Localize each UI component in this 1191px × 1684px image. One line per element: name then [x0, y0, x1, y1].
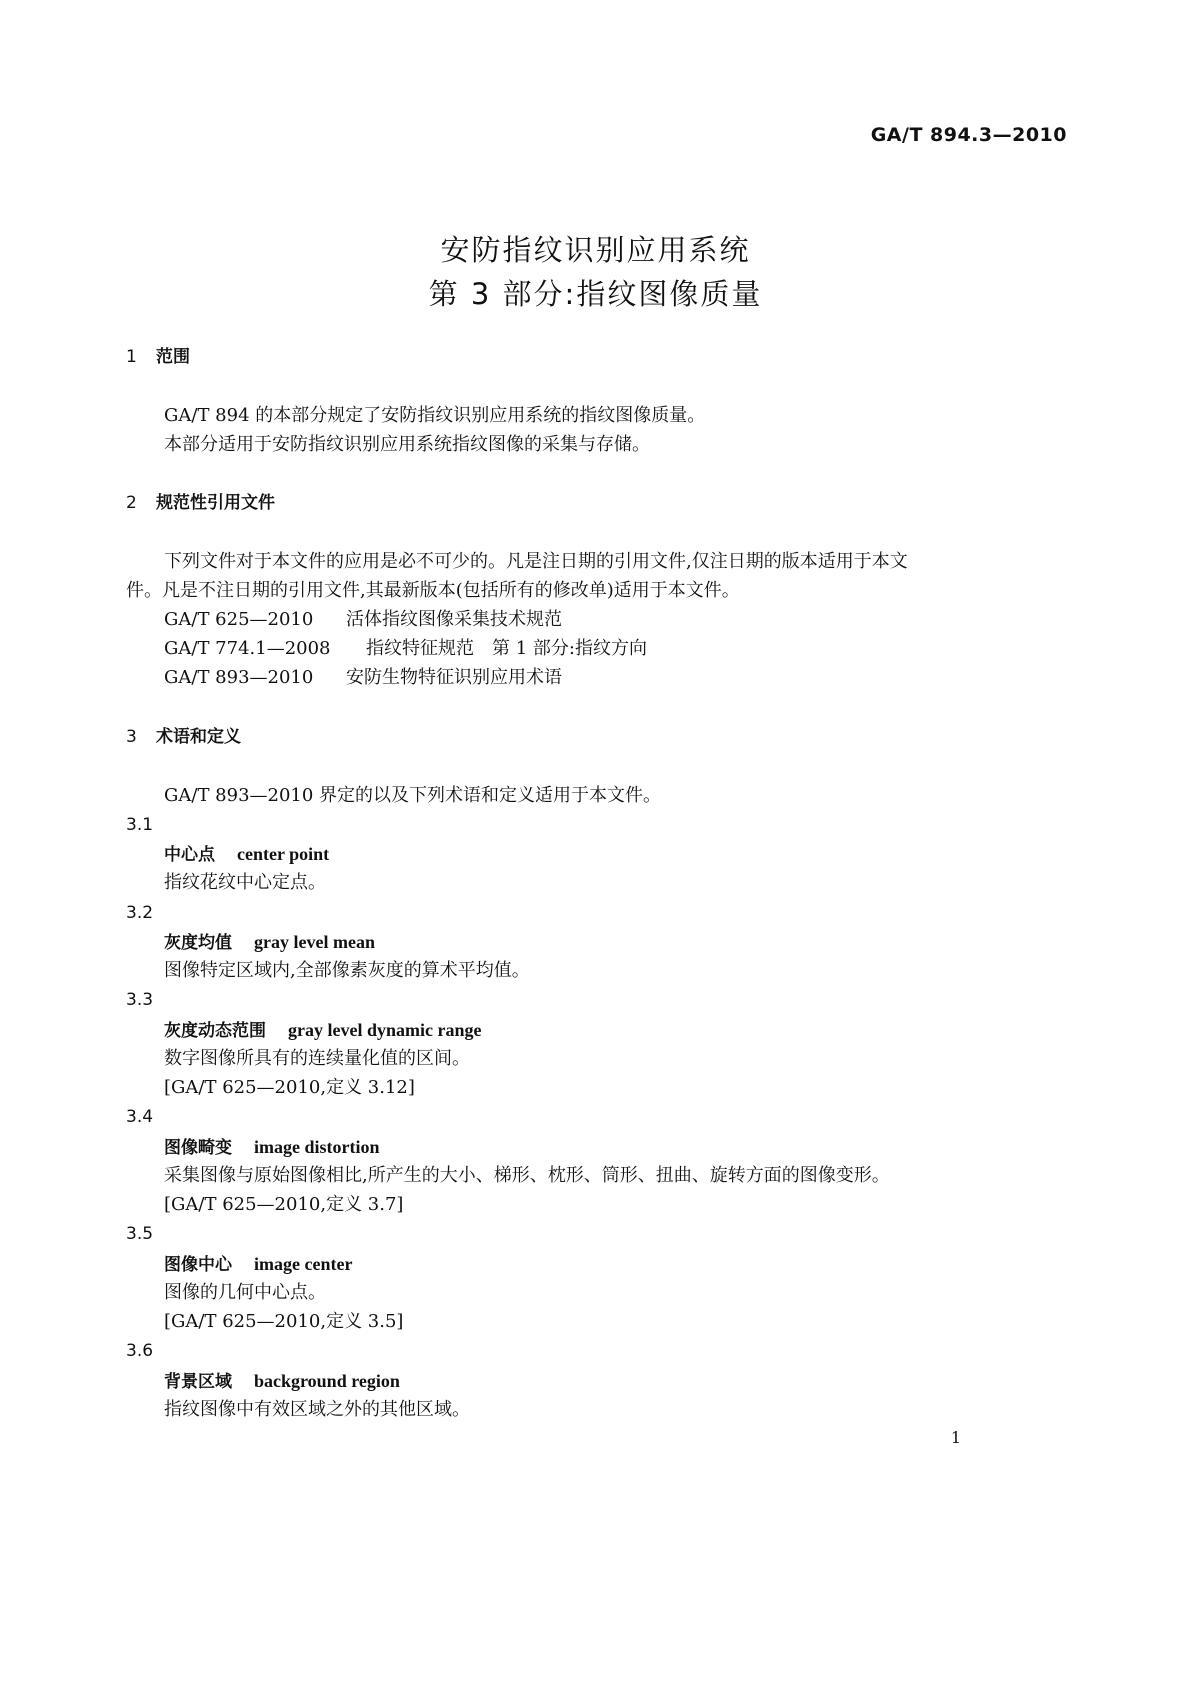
term-number: 3.2 [126, 903, 154, 923]
term-english: gray level mean [254, 932, 375, 952]
document-title-line1: 安防指纹识别应用系统 [440, 233, 751, 267]
term-chinese: 中心点 [164, 845, 215, 865]
paragraph: 件。凡是不注日期的引用文件,其最新版本(包括所有的修改单)适用于本文件。 [126, 580, 740, 601]
term-definition: 采集图像与原始图像相比,所产生的大小、梯形、枕形、筒形、扭曲、旋转方面的图像变形。 [164, 1165, 890, 1186]
term-definition: 数字图像所具有的连续量化值的区间。 [164, 1048, 470, 1069]
reference-title: 安防生物特征识别应用术语 [346, 667, 562, 688]
term-title [164, 930, 375, 955]
section-title: 规范性引用文件 [156, 493, 275, 513]
document-title-line2: 第 3 部分:指纹图像质量 [428, 277, 763, 311]
section-3-heading [126, 725, 241, 749]
paragraph: GA/T 894 的本部分规定了安防指纹识别应用系统的指纹图像质量。 [164, 405, 706, 426]
term-english: center point [237, 844, 330, 864]
term-number: 3.6 [126, 1341, 154, 1361]
section-title: 范围 [156, 347, 190, 367]
reference-code: GA/T 625—2010 [164, 609, 314, 630]
term-source: [GA/T 625—2010,定义 3.12] [164, 1077, 415, 1098]
term-definition: 图像的几何中心点。 [164, 1282, 326, 1303]
normative-reference [164, 666, 562, 690]
section-1-heading [126, 345, 190, 369]
term-number: 3.5 [126, 1224, 154, 1244]
term-title [164, 842, 329, 867]
term-title [164, 1018, 481, 1043]
term-title [164, 1252, 352, 1277]
section-number: 3 [126, 727, 137, 747]
paragraph: GA/T 893—2010 界定的以及下列术语和定义适用于本文件。 [164, 785, 662, 806]
section-2-heading [126, 491, 275, 515]
normative-reference [164, 608, 562, 632]
term-number: 3.4 [126, 1107, 154, 1127]
reference-code: GA/T 893—2010 [164, 667, 314, 688]
term-source: [GA/T 625—2010,定义 3.5] [164, 1311, 404, 1332]
page-number: 1 [950, 1428, 961, 1447]
term-title [164, 1135, 380, 1160]
term-english: image distortion [254, 1137, 380, 1157]
term-english: gray level dynamic range [288, 1020, 482, 1040]
term-number: 3.1 [126, 815, 154, 835]
section-number: 1 [126, 347, 137, 367]
term-definition: 指纹花纹中心定点。 [164, 872, 326, 893]
reference-title: 活体指纹图像采集技术规范 [346, 609, 562, 630]
reference-code: GA/T 774.1—2008 [164, 638, 331, 659]
term-definition: 指纹图像中有效区域之外的其他区域。 [164, 1399, 470, 1420]
section-title: 术语和定义 [156, 727, 241, 747]
normative-reference [164, 637, 647, 661]
term-chinese: 图像畸变 [164, 1138, 232, 1158]
term-chinese: 背景区域 [164, 1372, 232, 1392]
term-english: image center [254, 1254, 353, 1274]
term-number: 3.3 [126, 990, 154, 1010]
term-definition: 图像特定区域内,全部像素灰度的算术平均值。 [164, 960, 530, 981]
paragraph: 本部分适用于安防指纹识别应用系统指纹图像的采集与存储。 [164, 434, 650, 455]
term-chinese: 灰度动态范围 [164, 1021, 266, 1041]
reference-title: 指纹特征规范 [366, 638, 474, 659]
standard-code: GA/T 894.3—2010 [870, 124, 1067, 146]
term-source: [GA/T 625—2010,定义 3.7] [164, 1194, 404, 1215]
term-title [164, 1369, 400, 1394]
term-english: background region [254, 1371, 400, 1391]
section-number: 2 [126, 493, 137, 513]
reference-subtitle: 第 1 部分:指纹方向 [492, 638, 647, 659]
term-chinese: 图像中心 [164, 1255, 232, 1275]
paragraph: 下列文件对于本文件的应用是必不可少的。凡是注日期的引用文件,仅注日期的版本适用于本文 [164, 551, 908, 572]
term-chinese: 灰度均值 [164, 933, 232, 953]
